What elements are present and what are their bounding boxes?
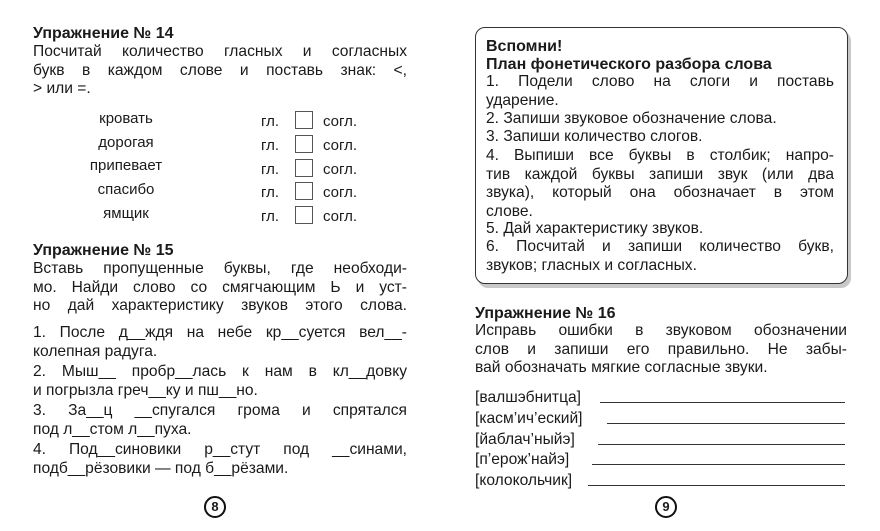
instruction-line: букв в каждом слове и поставь знак: <, [33, 61, 407, 79]
answer-line-3[interactable] [598, 444, 845, 445]
vowels-label: гл. [261, 184, 280, 201]
transcription-5: [колокольчик] [475, 472, 573, 489]
instruction-line: Вставь пропущенные буквы, где необходи- [33, 260, 407, 277]
reminder-line: ударение. [486, 91, 559, 109]
reminder-line: 6. Посчитай и запиши количество букв, [486, 238, 834, 255]
reminder-item-5 [486, 220, 834, 239]
word-kravat: кровать [99, 110, 153, 127]
reminder-line: слове. [486, 202, 533, 220]
sentence-line: 2. Мыш__ пробр__лась к нам в кл__довку [33, 363, 407, 380]
sentence-line: 1. После д__ждя на небе кр__суется вел__- [33, 324, 407, 341]
reminder-item-4 [486, 147, 834, 221]
page-number-left: 8 [204, 496, 226, 518]
consonants-label: согл. [323, 184, 358, 201]
transcription-3: [йаблач’ныйэ] [475, 431, 575, 448]
instruction-line: но дай характеристику звуков этого слова. [33, 297, 407, 314]
vowels-label: гл. [261, 113, 280, 130]
instruction-line: Посчитай количество гласных и согласных [33, 43, 407, 60]
sentence-line: 4. Под__синовики р__стут под __синами, [33, 441, 407, 458]
answer-line-4[interactable] [592, 464, 845, 465]
reminder-item-1 [486, 73, 834, 110]
word-dorogaya: дорогая [98, 134, 154, 151]
instruction-line: Исправь ошибки в звуковом обозначении [475, 322, 847, 339]
answer-line-5[interactable] [588, 485, 845, 486]
exercise-16-instruction [475, 322, 847, 378]
consonants-label: согл. [323, 208, 358, 225]
answer-box[interactable] [295, 111, 313, 129]
reminder-line: 2. Запиши звуковое обозначение слова. [486, 110, 777, 127]
consonants-label: согл. [323, 113, 358, 130]
reminder-line: 3. Запиши количество слогов. [486, 128, 703, 145]
exercise-14-title: Упражнение № 14 [33, 25, 174, 42]
consonants-label: согл. [323, 137, 358, 154]
sentence-line: под л__стом л__пуха. [33, 420, 192, 438]
sentence-line: и погрызла греч__ку и пш__но. [33, 381, 258, 399]
exercise-15-instruction [33, 260, 407, 316]
reminder-line: 1. Подели слово на слоги и поставь [486, 73, 834, 90]
instruction-line: слов и запиши его правильно. Не забы- [475, 340, 847, 358]
reminder-line: 5. Дай характеристику звуков. [486, 220, 704, 237]
transcription-1: [валшэбнитца] [475, 389, 582, 406]
answer-line-1[interactable] [600, 402, 845, 403]
exercise-15-title: Упражнение № 15 [33, 242, 174, 259]
sentence-4 [33, 441, 407, 478]
word-yamshchik: ямщик [103, 205, 149, 222]
answer-box[interactable] [295, 135, 313, 153]
answer-box[interactable] [295, 182, 313, 200]
sentence-line: 3. За__ц __спугался грома и спрятался [33, 402, 407, 419]
transcription-4: [п’ерож’найэ] [475, 451, 570, 468]
reminder-line: звуков; гласных и согласных. [486, 256, 697, 274]
vowels-label: гл. [261, 208, 280, 225]
page-number-right: 9 [655, 496, 677, 518]
sentence-1 [33, 324, 407, 361]
instruction-line: > или =. [33, 80, 91, 97]
instruction-line: вай обозначать мягкие согласные звуки. [475, 359, 768, 376]
reminder-item-3 [486, 128, 834, 147]
answer-box[interactable] [295, 159, 313, 177]
sentence-3 [33, 402, 407, 439]
exercise-16-title: Упражнение № 16 [475, 305, 616, 322]
reminder-item-2 [486, 110, 834, 129]
reminder-subheading: План фонетического разбора слова [486, 56, 772, 73]
answer-box[interactable] [295, 206, 313, 224]
consonants-label: согл. [323, 161, 358, 178]
sentence-line: колепная радуга. [33, 342, 158, 360]
vowels-label: гл. [261, 137, 280, 154]
reminder-heading: Вспомни! [486, 38, 563, 55]
sentence-2 [33, 363, 407, 400]
transcription-2: [касм’ич’еский] [475, 410, 583, 427]
vowels-label: гл. [261, 161, 280, 178]
word-pripevaet: припевает [89, 157, 163, 174]
reminder-item-6 [486, 238, 834, 275]
reminder-line: тив каждой буквы запиши звук (или два [486, 165, 834, 183]
reminder-line: 4. Выпиши все буквы в столбик; напро- [486, 147, 834, 164]
exercise-14-instruction [33, 43, 407, 99]
answer-line-2[interactable] [607, 423, 845, 424]
reminder-line: звука), который она обозначает в этом [486, 184, 834, 201]
instruction-line: мо. Найди слово со смягчающим Ь и уст- [33, 278, 407, 296]
sentence-line: подб__рёзовики — под б__рёзами. [33, 459, 289, 477]
word-spasibo: спасибо [97, 181, 155, 198]
